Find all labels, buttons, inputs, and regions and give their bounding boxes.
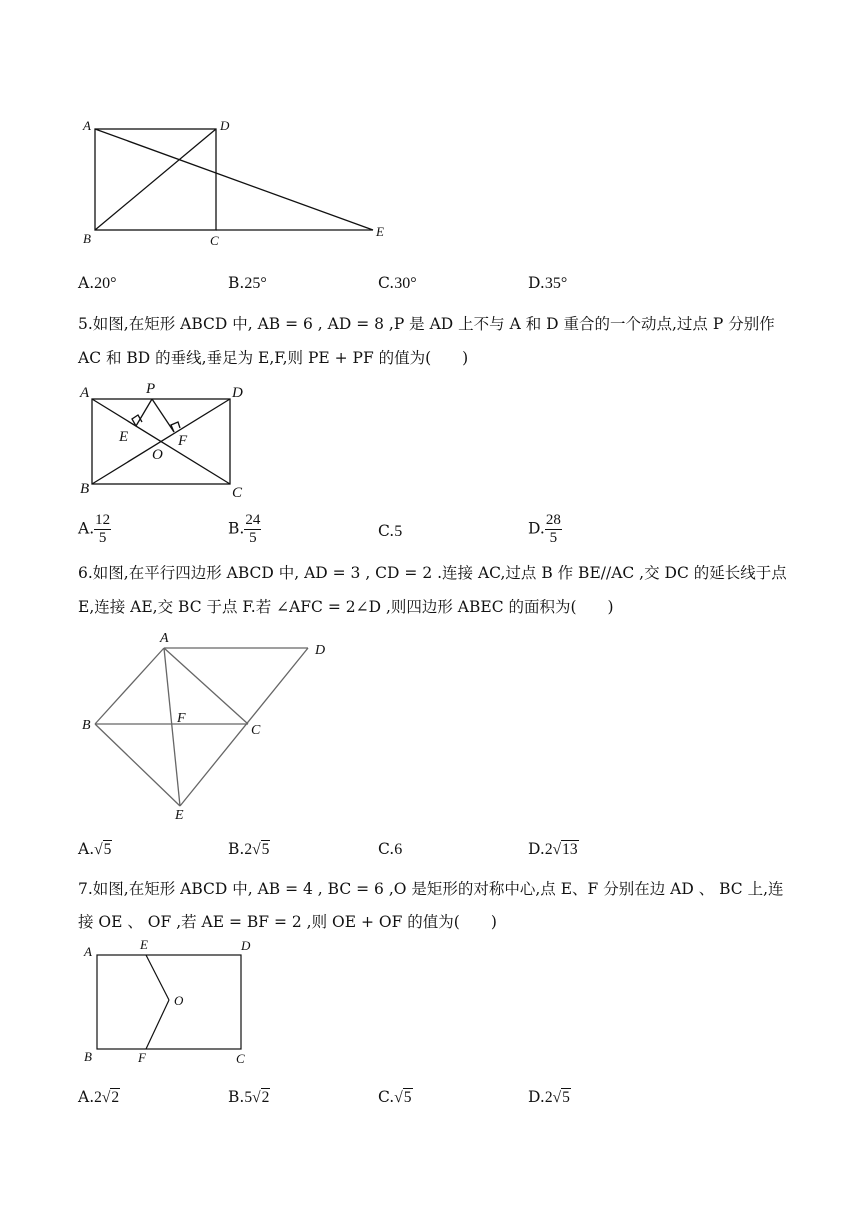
label-d: D: [232, 385, 243, 401]
option-a[interactable]: A.√5: [78, 840, 112, 858]
option-b[interactable]: B. $\frac{24}{5}$: [228, 512, 261, 546]
label-e: E: [376, 224, 384, 239]
label-f: F: [178, 433, 188, 449]
label-d: D: [315, 643, 326, 658]
diagonal-bd: [95, 129, 216, 230]
label-f: F: [177, 711, 186, 726]
label-d: D: [220, 118, 230, 133]
label-b: B: [80, 481, 90, 497]
option-c[interactable]: C.30°: [378, 274, 417, 292]
label-f: F: [138, 1050, 146, 1065]
radical: 5√2: [244, 1089, 270, 1106]
option-d[interactable]: D.2√5: [528, 1088, 570, 1106]
label-c: C: [210, 233, 219, 248]
q5-text-line1: 5.如图,在矩形 ABCD 中, AB = 6 , AD = 8 ,P 是 AD 上不与 A 和 D 重合的一个动点,过点 P 分别作: [78, 315, 775, 333]
label-e: E: [119, 429, 129, 445]
label-a: A: [84, 944, 92, 959]
label-a: A: [80, 385, 90, 401]
option-a[interactable]: A.20°: [78, 274, 117, 292]
radical: √5: [94, 841, 112, 858]
option-c[interactable]: C.√5: [378, 1088, 412, 1106]
label-b: B: [82, 718, 91, 733]
figure-q7: [70, 935, 270, 1070]
option-a[interactable]: A. $\frac{12}{5}$: [78, 512, 111, 546]
label-d: D: [241, 938, 251, 953]
radical: 2√5: [544, 1089, 570, 1106]
label-e: E: [140, 937, 148, 952]
figure-q4: [70, 110, 400, 255]
q6-text-line1: 6.如图,在平行四边形 ABCD 中, AD = 3 , CD = 2 .连接 AC,过点 B 作 BE//AC ,交 DC 的延长线于点: [78, 564, 787, 582]
label-e: E: [175, 808, 184, 820]
q7-text-line1: 7.如图,在矩形 ABCD 中, AB = 4 , BC = 6 ,O 是矩形的对称中心,点 E、F 分别在边 AD 、 BC 上,连: [78, 880, 784, 898]
label-c: C: [236, 1051, 245, 1066]
label-c: C: [232, 485, 243, 501]
radical: 2√5: [244, 841, 270, 858]
option-d[interactable]: D.35°: [528, 274, 568, 292]
radical: 2√2: [94, 1089, 120, 1106]
option-b[interactable]: B.5√2: [228, 1088, 270, 1106]
label-b: B: [84, 1049, 92, 1064]
q7-text-line2: 接 OE 、 OF ,若 AE = BF = 2 ,则 OE + OF 的值为( ): [78, 913, 497, 931]
option-a[interactable]: A.2√2: [78, 1088, 120, 1106]
figure-q6: [70, 625, 340, 820]
radical: 2√13: [544, 841, 578, 858]
fraction: $\frac{24}{5}$: [245, 512, 261, 546]
q6-text-line2: E,连接 AE,交 BC 于点 F.若 ∠AFC = 2∠D ,则四边形 ABEC 的面积为( ): [78, 598, 614, 616]
segment-ae: [95, 129, 373, 230]
q5-text-line2: AC 和 BD 的垂线,垂足为 E,F,则 PE + PF 的值为( ): [78, 349, 469, 367]
label-b: B: [83, 231, 91, 246]
option-c[interactable]: C.5: [378, 522, 403, 540]
radical: √5: [394, 1089, 412, 1106]
fraction: $\frac{12}{5}$: [95, 512, 111, 546]
figure-q5: [70, 375, 260, 505]
option-d[interactable]: D.2√13: [528, 840, 578, 858]
option-d[interactable]: D. $\frac{28}{5}$: [528, 512, 561, 546]
label-c: C: [251, 723, 261, 738]
fraction: $\frac{28}{5}$: [545, 512, 561, 546]
option-c[interactable]: C.6: [378, 840, 403, 858]
option-b[interactable]: B.2√5: [228, 840, 270, 858]
label-a: A: [160, 631, 169, 646]
label-o: O: [174, 993, 184, 1008]
option-b[interactable]: B.25°: [228, 274, 267, 292]
label-p: P: [146, 381, 156, 397]
label-o: O: [152, 447, 163, 463]
label-a: A: [83, 118, 91, 133]
